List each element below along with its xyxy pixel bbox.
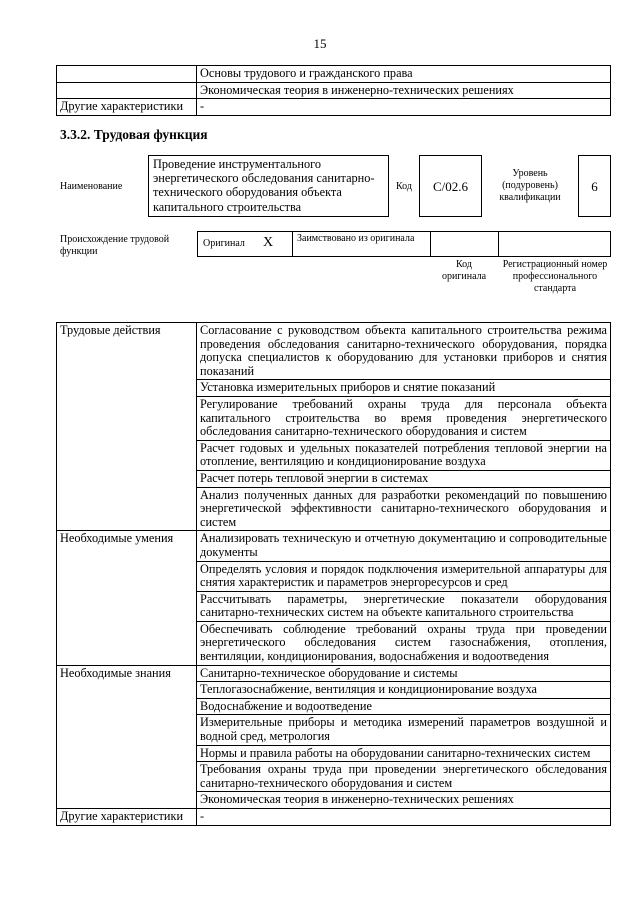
- table-cell: Анализировать техническую и отчетную документацию и сопроводительные документы: [197, 531, 611, 561]
- code-value: С/02.6: [419, 155, 482, 217]
- name-value: Проведение инструментального энергетического обследования санитарно-технического оборудования объекта капитального строительства: [148, 155, 389, 217]
- table-cell: Согласование с руководством объекта капитального строительства режима проведения обследования санитарно-технического оборудования, порядка допуска специалистов к оборудованию для установки приборов и снятия показаний: [197, 323, 611, 380]
- table-cell: Определять условия и порядок подключения измерительной аппаратуры для снятия характеристик и параметров энергоресурсов и сред: [197, 561, 611, 591]
- table-cell: Водоснабжение и водоотведение: [197, 698, 611, 715]
- original-label: Оригинал: [203, 238, 245, 249]
- divider: [430, 231, 431, 257]
- table-cell-value: Основы трудового и гражданского права: [197, 66, 611, 83]
- table-cell: Регулирование требований охраны труда для персонала объекта капитального строительства во время проведения энергетического обследования санитарно-технического оборудования и систем: [197, 396, 611, 440]
- group-label: Трудовые действия: [57, 323, 197, 531]
- table-cell: Нормы и правила работы на оборудовании санитарно-технических систем: [197, 745, 611, 762]
- table-cell: Анализ полученных данных для разработки рекомендаций по повышению энергетической эффективности санитарно-технического оборудования и систем: [197, 487, 611, 531]
- level-value: 6: [578, 155, 611, 217]
- section-title: 3.3.2. Трудовая функция: [60, 127, 208, 142]
- group-label: Необходимые знания: [57, 665, 197, 808]
- divider: [498, 231, 499, 257]
- table-row: [57, 99, 611, 116]
- main-table: [56, 322, 611, 826]
- top-table: [56, 65, 611, 116]
- table-cell: Рассчитывать параметры, энергетические показатели оборудования санитарно-технических систем на объекте капитального строительства: [197, 591, 611, 621]
- code-original-label: Код оригинала: [441, 259, 487, 282]
- reg-number-label: Регистрационный номер профессионального стандарта: [502, 259, 608, 294]
- table-row: [57, 665, 611, 682]
- table-cell: Санитарно-техническое оборудование и системы: [197, 665, 611, 682]
- level-label: Уровень (подуровень) квалификации: [499, 168, 561, 203]
- borrowed-label: Заимствовано из оригинала: [297, 233, 415, 244]
- table-cell-label: [57, 82, 197, 99]
- table-cell: Расчет потерь тепловой энергии в системах: [197, 470, 611, 487]
- table-cell: -: [197, 809, 611, 826]
- table-cell: Измерительные приборы и методика измерений параметров воздушной и водной сред, метрология: [197, 715, 611, 745]
- origin-label: Происхождение трудовой функции: [60, 234, 170, 257]
- name-label: Наименование: [60, 181, 123, 192]
- original-mark: X: [263, 235, 274, 250]
- code-label: Код: [396, 181, 412, 192]
- table-cell: Экономическая теория в инженерно-технических решениях: [197, 792, 611, 809]
- table-cell: Установка измерительных приборов и снятие показаний: [197, 380, 611, 397]
- table-cell-label: [57, 66, 197, 83]
- table-row: [57, 531, 611, 561]
- table-cell: Обеспечивать соблюдение требований охраны труда при проведении энергетического обследования систем газоснабжения, отопления, вентиляции, кондиционирования, водоснабжения и водоотведения: [197, 621, 611, 665]
- table-row: [57, 809, 611, 826]
- group-label: Другие характеристики: [57, 809, 197, 826]
- table-cell-value: Экономическая теория в инженерно-технических решениях: [197, 82, 611, 99]
- table-cell-value: -: [197, 99, 611, 116]
- table-cell: Теплогазоснабжение, вентиляция и кондиционирование воздуха: [197, 682, 611, 699]
- table-cell: Требования охраны труда при проведении энергетического обследования санитарно-технического оборудования и систем: [197, 762, 611, 792]
- table-cell: Расчет годовых и удельных показателей потребления тепловой энергии на отопление, вентиляцию и кондиционирование воздуха: [197, 440, 611, 470]
- table-cell-label: Другие характеристики: [57, 99, 197, 116]
- page-number: 15: [313, 36, 327, 51]
- divider: [292, 231, 293, 257]
- table-row: [57, 66, 611, 83]
- table-row: [57, 323, 611, 380]
- table-row: [57, 82, 611, 99]
- group-label: Необходимые умения: [57, 531, 197, 665]
